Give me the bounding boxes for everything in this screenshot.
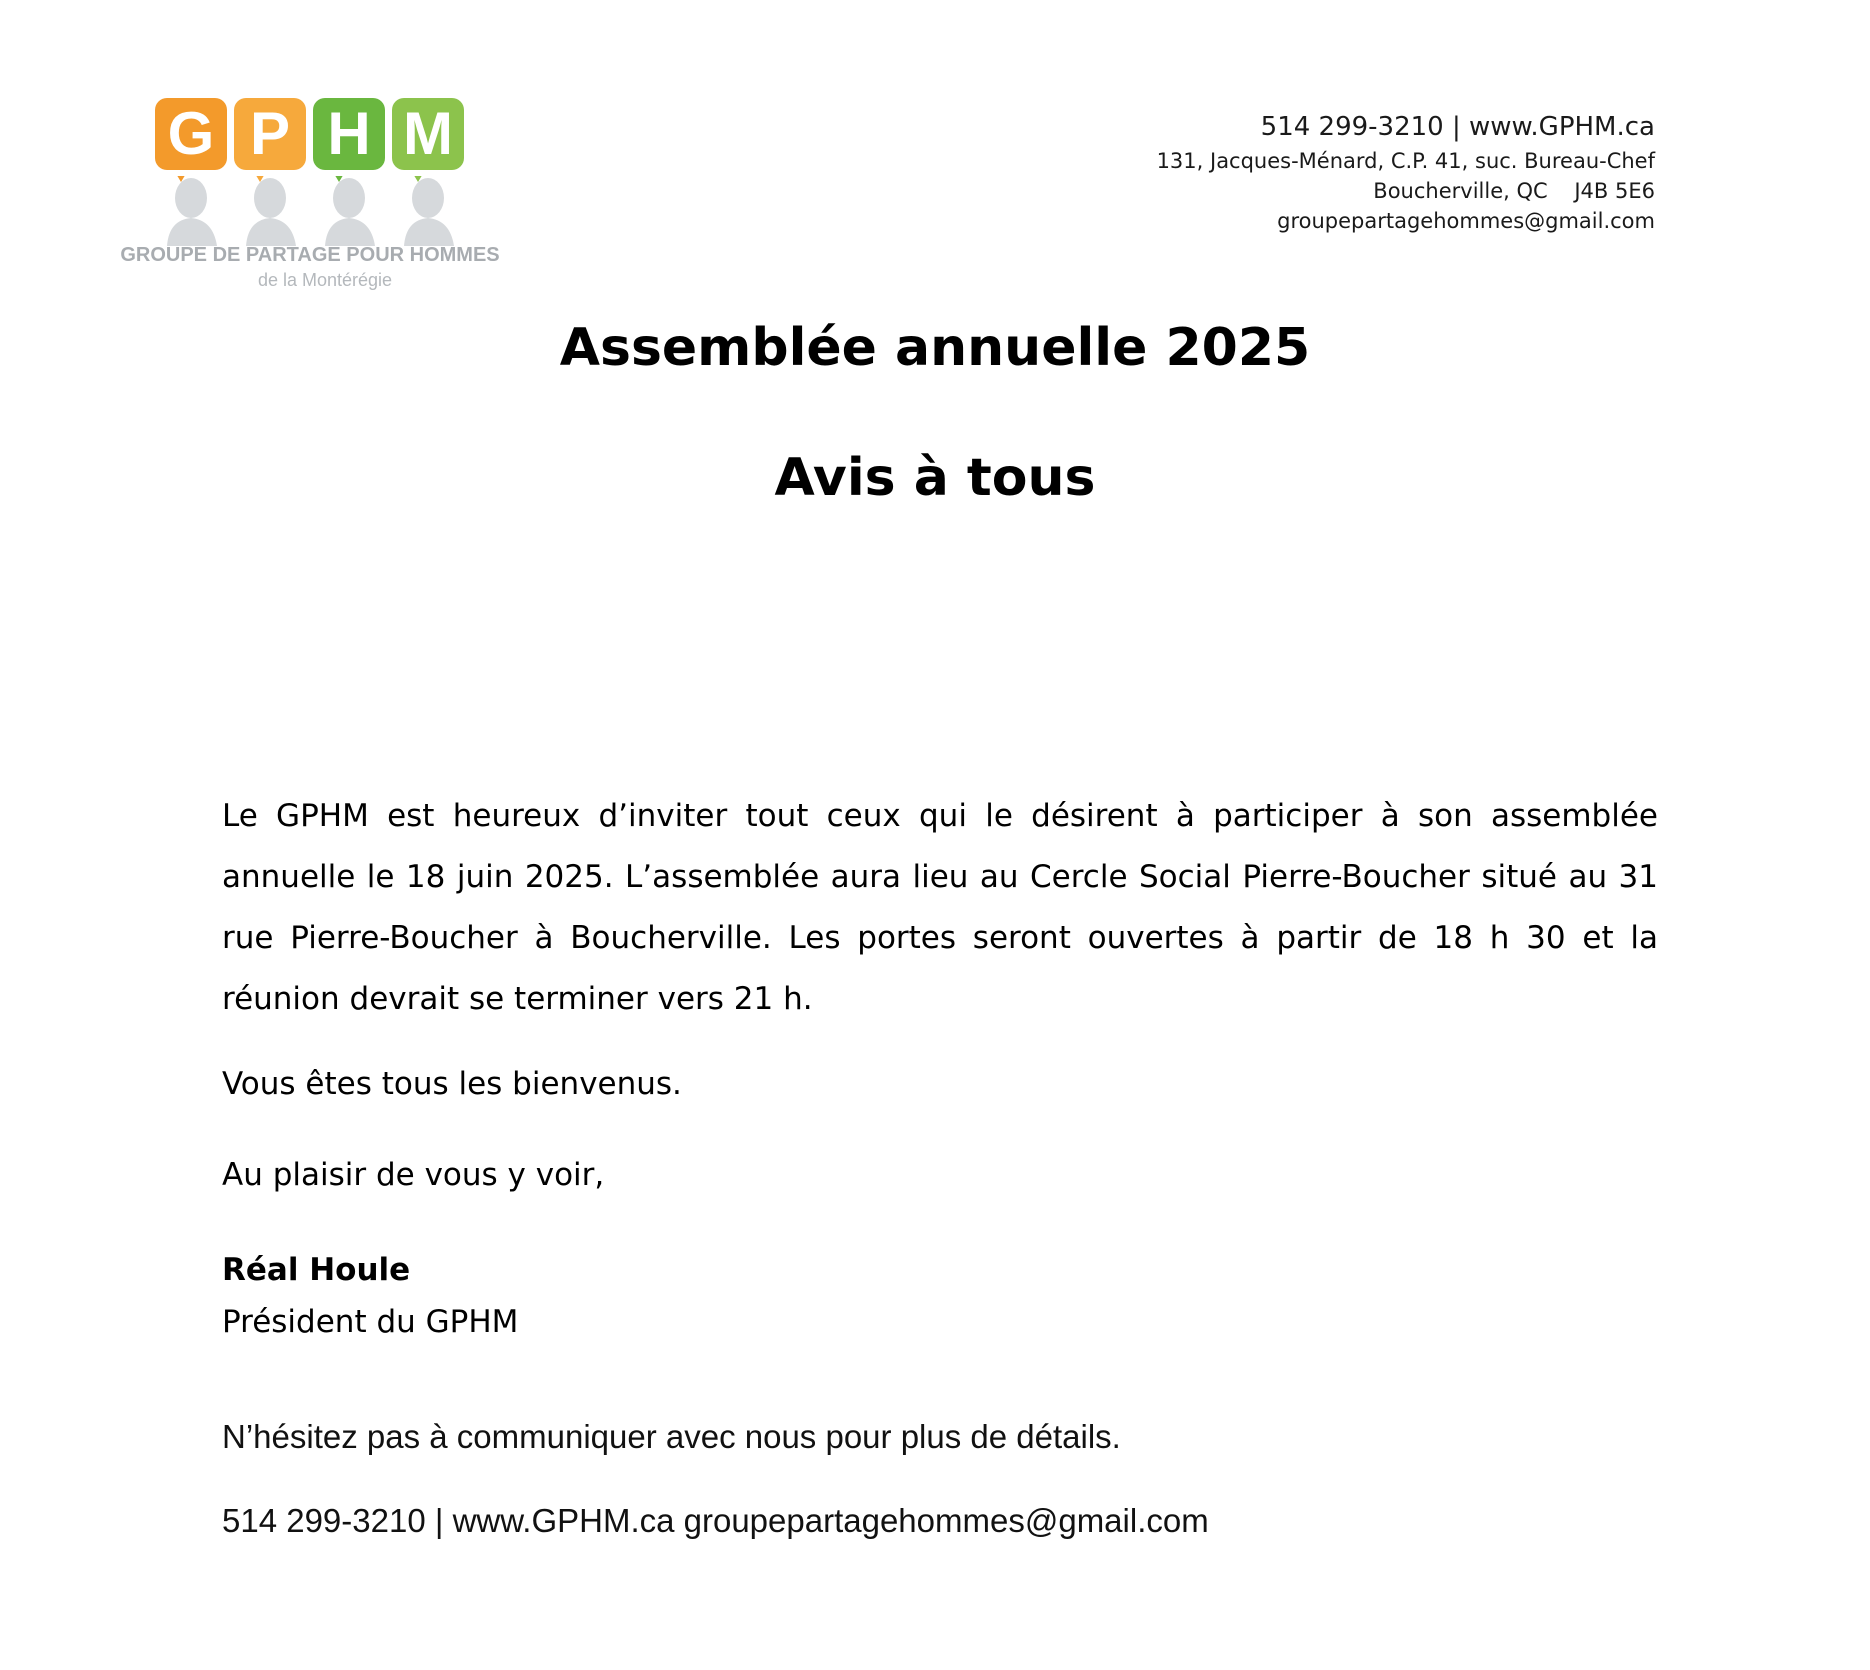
closing-line: Au plaisir de vous y voir, (222, 1157, 605, 1193)
welcome-line: Vous êtes tous les bienvenus. (222, 1066, 682, 1102)
logo-letter-g: G (155, 98, 227, 170)
logo-organization-name: GROUPE DE PARTAGE POUR HOMMES (120, 244, 500, 266)
footer-contact-line: 514 299-3210 | www.GPHM.ca groupepartagehommes@gmail.com (222, 1502, 1209, 1539)
signature-block (222, 1244, 1658, 1348)
logo-letter-m: M (392, 98, 464, 170)
gphm-logo (110, 98, 510, 298)
invitation-paragraph: Le GPHM est heureux d’inviter tout ceux qui le désirent à participer à son assemblée annuelle le 18 juin 2025. L’assemblée aura lieu au Cercle Social Pierre-Boucher situé au 31 rue Pierre-Boucher à Boucherville. Les portes seront ouvertes à partir de 18 h 30 et la réunion devrait se terminer vers 21 h. (222, 798, 1658, 1017)
header-address-line-2: Boucherville, QC J4B 5E6 (1373, 179, 1655, 203)
header-contact-block (1157, 108, 1655, 236)
logo-letter-p: P (234, 98, 306, 170)
logo-letter-h: H (313, 98, 385, 170)
logo-letters (155, 98, 465, 178)
header-phone-website: 514 299-3210 | www.GPHM.ca (1260, 112, 1655, 142)
document-subtitle: Avis à tous (774, 448, 1096, 508)
signer-name: Réal Houle (222, 1252, 411, 1288)
signer-role: Président du GPHM (222, 1304, 519, 1340)
footer-invite: N’hésitez pas à communiquer avec nous pour plus de détails. (222, 1418, 1121, 1455)
document-title: Assemblée annuelle 2025 (559, 318, 1311, 378)
logo-region: de la Montérégie (257, 270, 393, 290)
header-email: groupepartagehommes@gmail.com (1277, 209, 1655, 233)
header-address-line-1: 131, Jacques-Ménard, C.P. 41, suc. Bureau-Chef (1156, 149, 1655, 173)
